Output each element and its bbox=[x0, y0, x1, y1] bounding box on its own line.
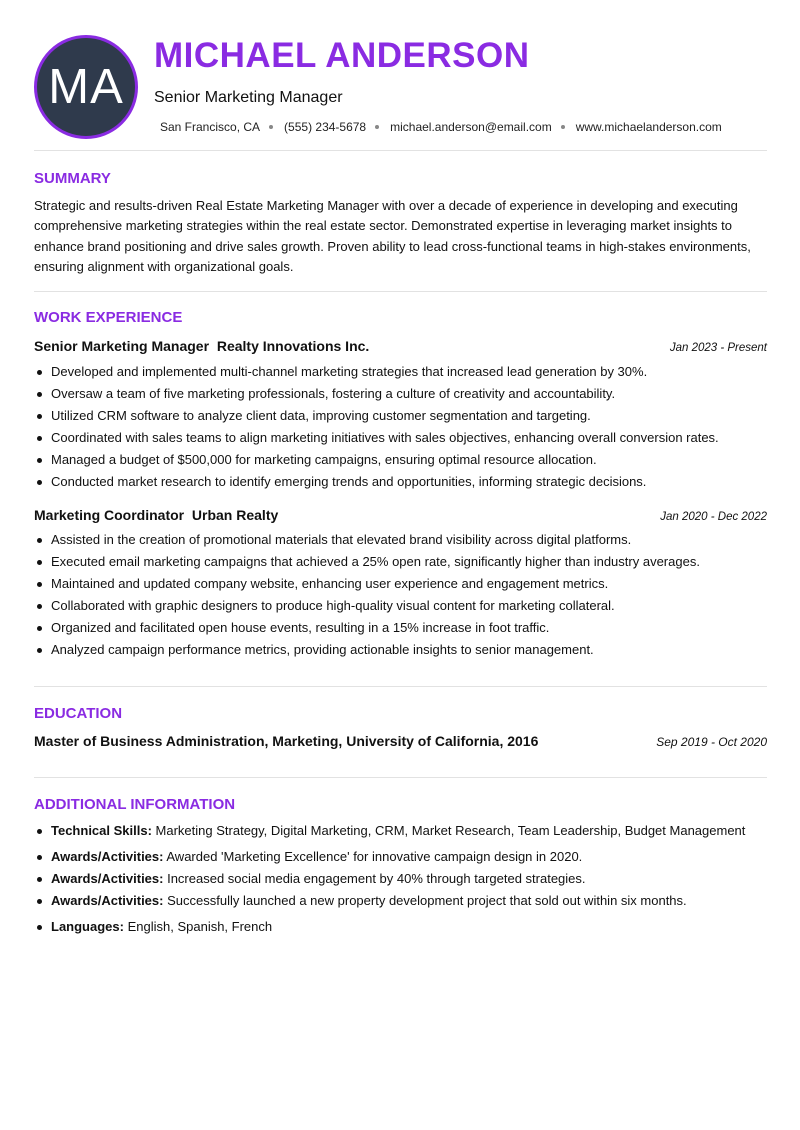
job-title-line bbox=[34, 507, 278, 523]
separator-dot bbox=[561, 125, 565, 129]
education-dates: Sep 2019 - Oct 2020 bbox=[656, 735, 767, 749]
item-value: Marketing Strategy, Digital Marketing, CRM, Market Research, Team Leadership, Budget Management bbox=[155, 823, 746, 838]
job-bullets bbox=[34, 361, 769, 493]
additional-info-list bbox=[34, 820, 769, 938]
list-item: Managed a budget of $500,000 for marketing campaigns, ensuring optimal resource allocation. bbox=[34, 449, 769, 471]
job-role: Marketing Coordinator bbox=[34, 507, 185, 523]
candidate-title: Senior Marketing Manager bbox=[154, 89, 343, 106]
list-item: Analyzed campaign performance metrics, providing actionable insights to senior management. bbox=[34, 639, 769, 661]
avatar bbox=[34, 35, 138, 139]
separator-dot bbox=[269, 125, 273, 129]
work-experience-heading: WORK EXPERIENCE bbox=[34, 309, 183, 326]
list-item: Assisted in the creation of promotional materials that elevated brand visibility across digital platforms. bbox=[34, 529, 769, 551]
item-label: Awards/Activities: bbox=[51, 893, 164, 908]
list-item bbox=[34, 916, 769, 938]
item-value: Increased social media engagement by 40% through targeted strategies. bbox=[167, 871, 586, 886]
divider bbox=[34, 291, 767, 292]
education-entry bbox=[34, 733, 767, 749]
list-item: Conducted market research to identify emerging trends and opportunities, informing strategic decisions. bbox=[34, 471, 769, 493]
job-company: Realty Innovations Inc. bbox=[216, 338, 370, 354]
candidate-name: MICHAEL ANDERSON bbox=[154, 36, 530, 75]
summary-text: Strategic and results-driven Real Estate Marketing Manager with over a decade of experience in developing and executing comprehensive marketing strategies within the real estate sector. Demonstrated expertise in leveraging market insights to enhance brand positioning and drive sales growth. Proven ability to lead cross-functional teams in high-stakes environments, ensuring alignment with organizational goals. bbox=[34, 198, 751, 274]
list-item: Maintained and updated company website, enhancing user experience and engagement metrics. bbox=[34, 573, 769, 595]
item-value: Awarded 'Marketing Excellence' for innovative campaign design in 2020. bbox=[166, 849, 583, 864]
list-item: Developed and implemented multi-channel marketing strategies that increased lead generation by 30%. bbox=[34, 361, 769, 383]
list-item bbox=[34, 890, 769, 912]
education-degree: Master of Business Administration, Marketing, University of California, 2016 bbox=[34, 733, 539, 749]
contact-bar bbox=[160, 120, 722, 134]
job-dates: Jan 2020 - Dec 2022 bbox=[660, 511, 767, 523]
contact-email[interactable]: michael.anderson@email.com bbox=[390, 120, 552, 134]
contact-location: San Francisco, CA bbox=[160, 120, 261, 134]
separator-dot bbox=[375, 125, 379, 129]
item-label: Languages: bbox=[51, 919, 124, 934]
job-header bbox=[34, 507, 767, 523]
job-dates: Jan 2023 - Present bbox=[669, 342, 767, 354]
list-item: Coordinated with sales teams to align marketing initiatives with sales objectives, enhancing overall conversion rates. bbox=[34, 427, 769, 449]
summary-heading: SUMMARY bbox=[34, 170, 111, 187]
item-value: Successfully launched a new property development project that sold out within six months. bbox=[167, 893, 687, 908]
divider bbox=[34, 150, 767, 151]
contact-phone: (555) 234-5678 bbox=[284, 120, 367, 134]
list-item: Organized and facilitated open house events, resulting in a 15% increase in foot traffic. bbox=[34, 617, 769, 639]
item-value: English, Spanish, French bbox=[127, 919, 273, 934]
item-label: Technical Skills: bbox=[51, 823, 152, 838]
list-item bbox=[34, 820, 769, 842]
item-label: Awards/Activities: bbox=[51, 871, 164, 886]
list-item: Utilized CRM software to analyze client data, improving customer segmentation and targeting. bbox=[34, 405, 769, 427]
education-heading: EDUCATION bbox=[34, 705, 123, 722]
divider bbox=[34, 777, 767, 778]
list-item: Oversaw a team of five marketing professionals, fostering a culture of creativity and accountability. bbox=[34, 383, 769, 405]
list-item: Executed email marketing campaigns that achieved a 25% open rate, significantly higher than industry averages. bbox=[34, 551, 769, 573]
list-item: Collaborated with graphic designers to produce high-quality visual content for marketing collateral. bbox=[34, 595, 769, 617]
contact-website[interactable]: www.michaelanderson.com bbox=[575, 120, 722, 134]
list-item bbox=[34, 868, 769, 890]
divider bbox=[34, 686, 767, 687]
job-title-line bbox=[34, 338, 369, 354]
job-bullets bbox=[34, 529, 769, 661]
job-role: Senior Marketing Manager bbox=[34, 338, 210, 354]
item-label: Awards/Activities: bbox=[51, 849, 164, 864]
job-company: Urban Realty bbox=[191, 507, 279, 523]
additional-info-heading: ADDITIONAL INFORMATION bbox=[34, 796, 236, 813]
job-header bbox=[34, 338, 767, 354]
list-item bbox=[34, 846, 769, 868]
avatar-initials: MA bbox=[48, 60, 124, 114]
